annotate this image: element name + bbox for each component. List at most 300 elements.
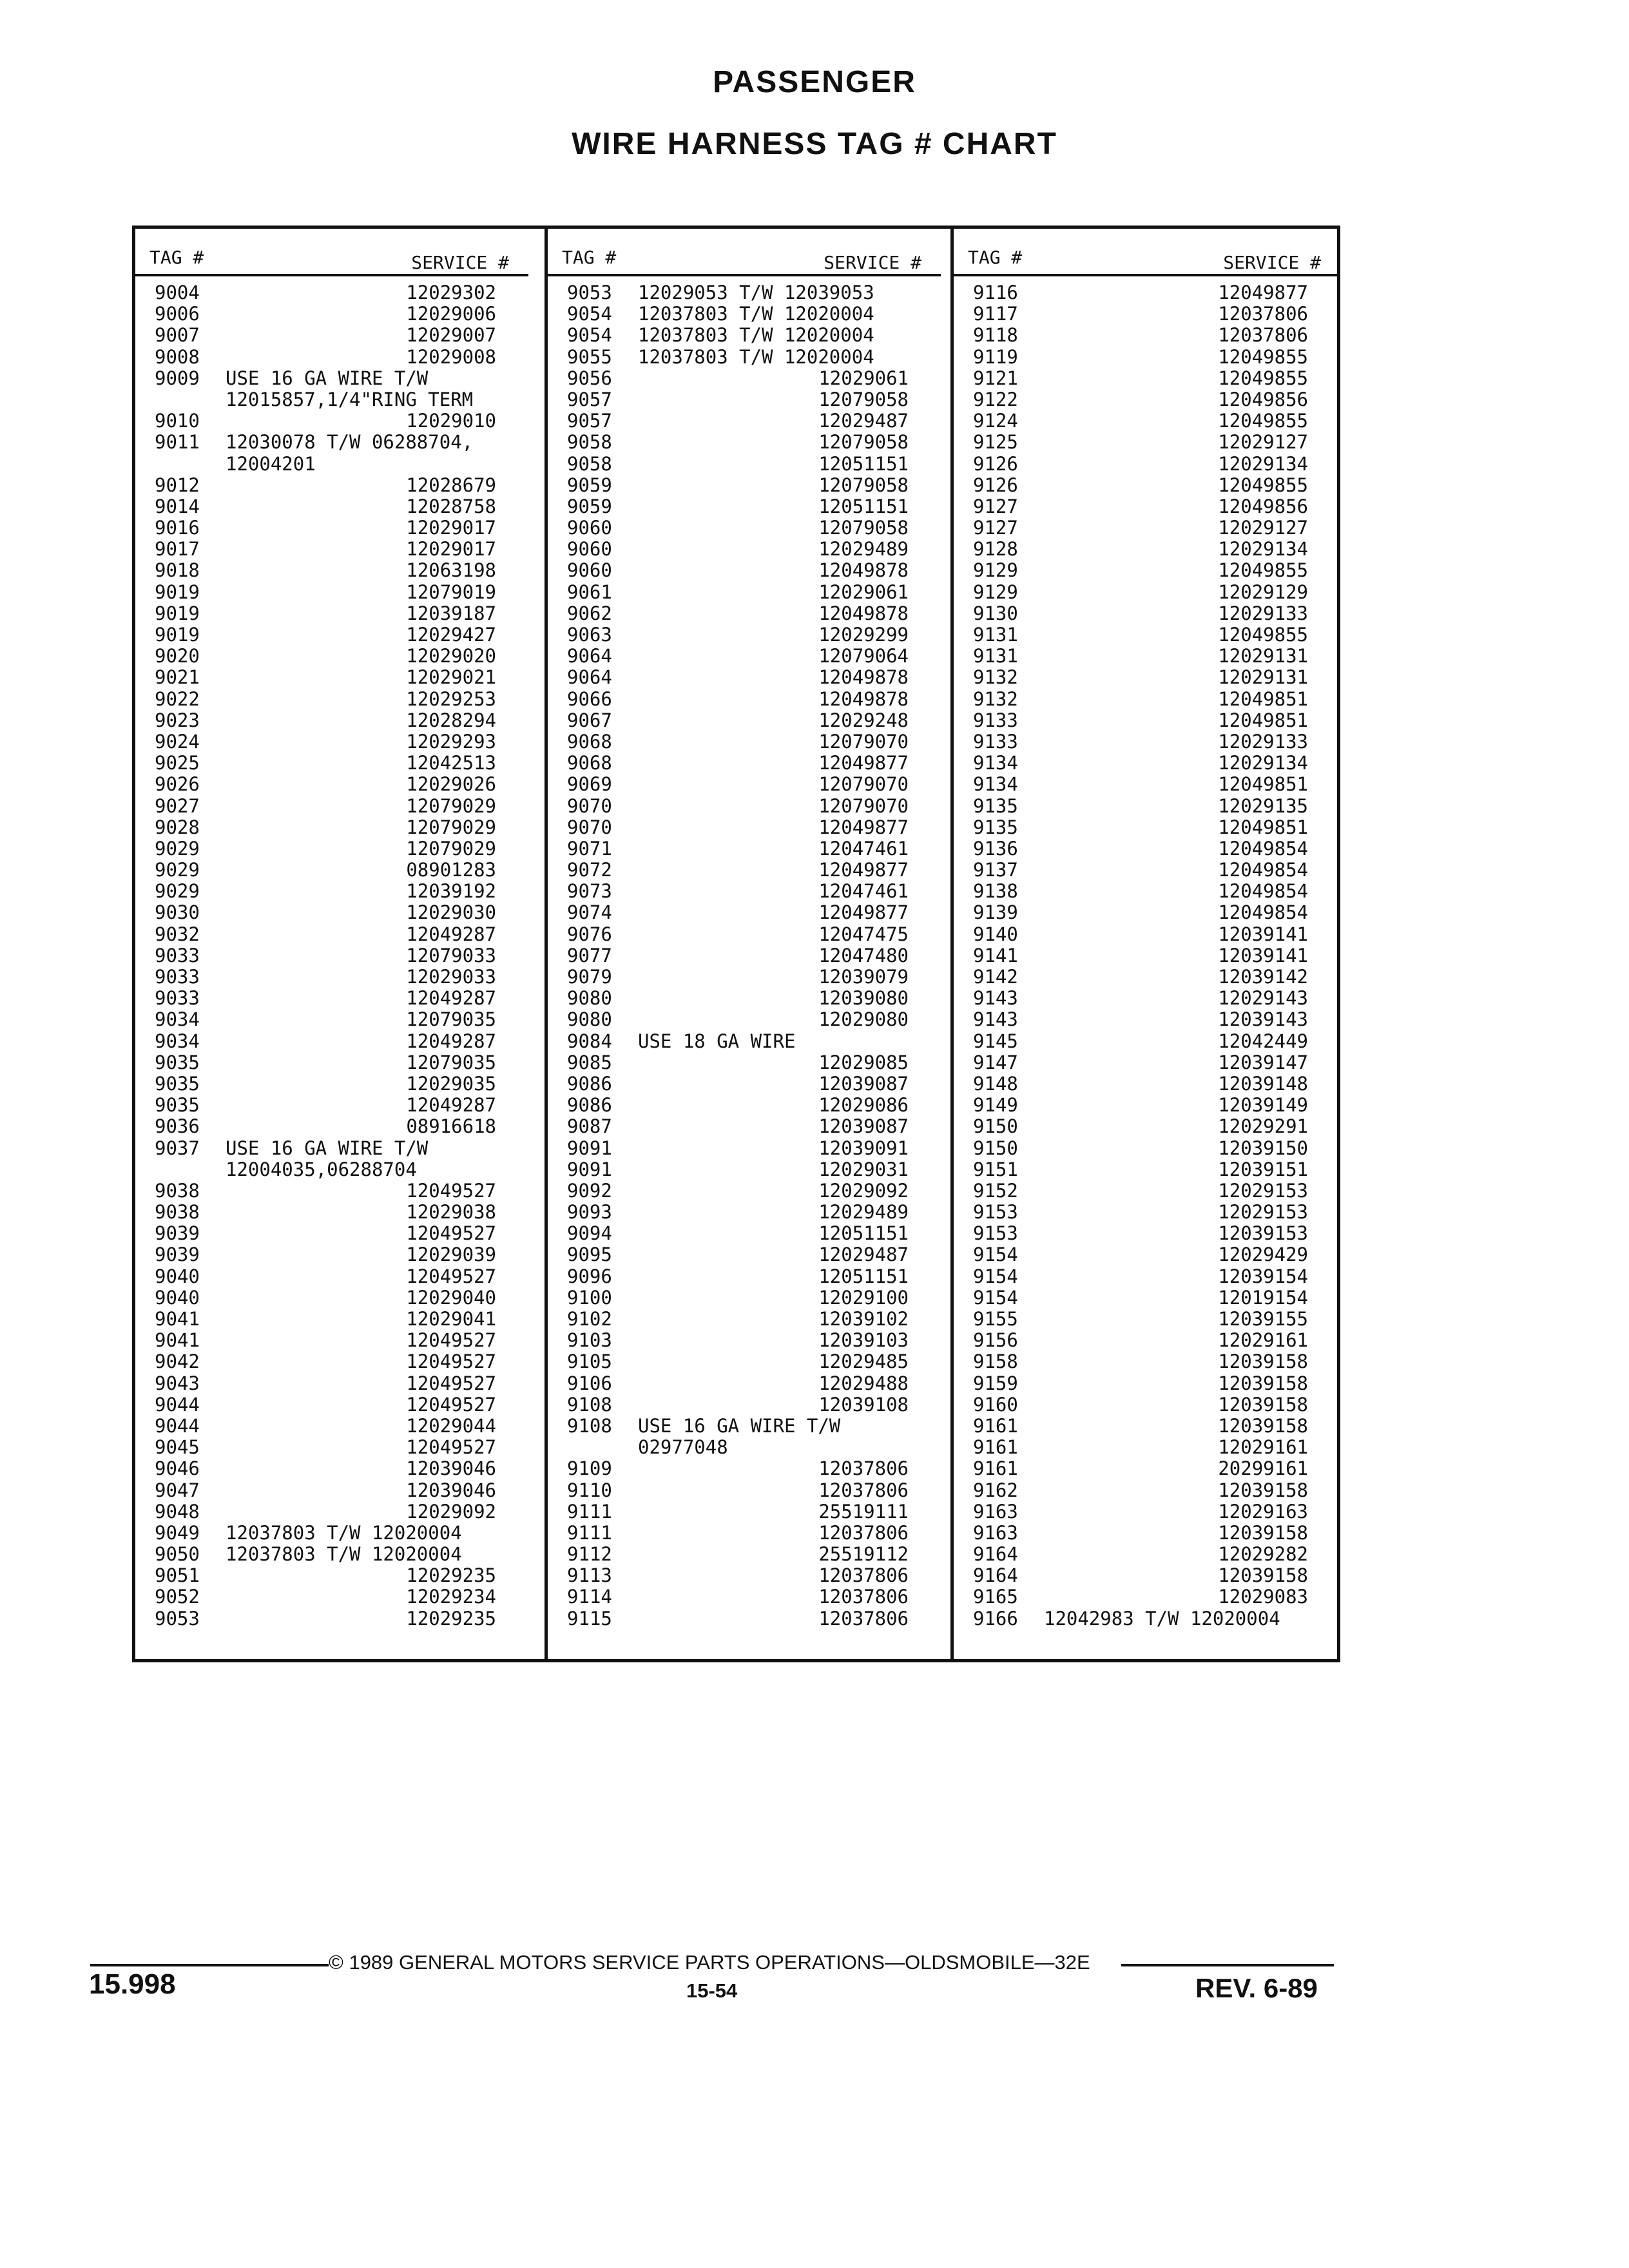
service-cell: 12051151 [818,1222,909,1245]
table-row [548,988,941,1009]
service-cell: 12049287 [406,1030,496,1052]
service-cell: 12039153 [1218,1222,1308,1245]
table-row [954,1116,1340,1137]
service-cell: 12029080 [818,1008,909,1031]
table-row [548,1309,941,1330]
table-row [135,325,528,346]
tag-cell: 9038 [155,1201,200,1224]
table-row [954,517,1340,539]
tag-cell: 9010 [155,410,200,432]
table-row [135,1501,528,1523]
table-row [548,1095,941,1116]
page-subtitle: WIRE HARNESS TAG # CHART [572,127,1057,161]
service-cell: 12039158 [1218,1350,1308,1373]
tag-cell: 9045 [155,1436,200,1459]
tag-header: TAG # [149,247,204,268]
service-cell: 12039150 [1218,1137,1308,1159]
service-cell: 12029161 [1218,1436,1308,1459]
service-cell: 12029127 [1218,517,1308,539]
table-row [954,303,1340,325]
tag-cell: 9022 [155,687,200,710]
tag-cell: 9106 [567,1372,612,1394]
tag-cell: 9011 [155,431,200,454]
tag-cell: 9016 [155,517,200,539]
service-cell: 12049855 [1218,367,1308,389]
table-row [135,988,528,1009]
tag-cell: 9080 [567,987,612,1010]
tag-cell: 9140 [973,923,1018,945]
tag-cell: 9008 [155,345,200,368]
service-cell: 12049851 [1218,709,1308,731]
table-row [548,347,941,368]
table-row [954,1266,1340,1287]
table-row [954,1009,1340,1030]
note-cell: USE 16 GA WIRE T/W [226,1137,429,1159]
note-cell: 12030078 T/W 06288704, [226,431,474,454]
table-row [954,1544,1340,1565]
tag-cell: 9142 [973,966,1018,988]
table-row [548,1266,941,1287]
service-cell: 12029253 [406,687,496,710]
tag-cell: 9085 [567,1051,612,1073]
table-row [954,1244,1340,1265]
service-cell: 12039155 [1218,1308,1308,1330]
service-cell: 12029487 [818,1244,909,1266]
note-cell: 12037803 T/W 12020004 [638,324,874,347]
table-row [548,1608,941,1629]
table-column-3 [950,226,1340,1659]
tag-cell: 9077 [567,944,612,966]
table-row [548,624,941,646]
service-cell: 12051151 [818,1265,909,1287]
tag-cell: 9093 [567,1201,612,1224]
service-cell: 12049877 [1218,282,1308,303]
tag-cell: 9040 [155,1265,200,1287]
service-cell: 12049287 [406,923,496,945]
tag-cell: 9153 [973,1222,1018,1245]
service-cell: 12049527 [406,1265,496,1287]
tag-cell: 9068 [567,730,612,753]
table-row [954,1586,1340,1608]
tag-cell: 9035 [155,1051,200,1073]
service-cell: 12049854 [1218,837,1308,860]
table-row [548,1373,941,1394]
service-cell: 12049527 [406,1329,496,1352]
note-cell: 12004201 [226,452,316,475]
service-cell: 12029021 [406,666,496,689]
tag-cell: 9046 [155,1457,200,1480]
service-cell: 12079035 [406,1008,496,1031]
table-row [954,1180,1340,1202]
service-cell: 12029427 [406,624,496,646]
table-row [954,924,1340,945]
service-cell: 12049851 [1218,687,1308,710]
table-row [954,389,1340,410]
service-cell: 12079029 [406,837,496,860]
tag-cell: 9143 [973,1008,1018,1031]
column-header [954,235,1340,276]
tag-header: TAG # [562,247,617,268]
service-cell: 12028758 [406,495,496,517]
table-row [135,1565,528,1586]
service-cell: 12039158 [1218,1414,1308,1437]
table-row [954,817,1340,838]
service-header: SERVICE # [824,252,921,273]
service-cell: 12079070 [818,773,909,796]
service-cell: 12079033 [406,944,496,966]
tag-cell: 9014 [155,495,200,517]
table-row [135,1009,528,1030]
table-row [135,454,528,475]
table-row [135,667,528,688]
tag-cell: 9128 [973,538,1018,561]
service-cell: 12029033 [406,966,496,988]
table-row [954,624,1340,646]
table-row [548,945,941,966]
table-row [548,1223,941,1244]
service-cell: 12049856 [1218,388,1308,410]
service-cell: 12029040 [406,1286,496,1309]
service-cell: 12051151 [818,452,909,475]
table-row [954,1330,1340,1351]
service-cell: 12029133 [1218,602,1308,624]
table-row [548,1416,941,1437]
table-row [548,517,941,539]
tag-cell: 9033 [155,944,200,966]
footer-page-number: 15-54 [686,1979,738,2002]
service-cell: 12029092 [406,1500,496,1523]
note-cell: 12015857,1/4"RING TERM [226,388,474,410]
table-row [954,838,1340,860]
service-cell: 20299161 [1218,1457,1308,1480]
table-row [135,881,528,902]
service-cell: 12029030 [406,901,496,924]
table-row [548,410,941,432]
service-cell: 12029487 [818,410,909,432]
table-row [954,1565,1340,1586]
service-cell: 12039142 [1218,966,1308,988]
table-row [548,282,941,303]
table-row [954,753,1340,774]
tag-cell: 9118 [973,324,1018,347]
table-row [135,1095,528,1116]
tag-cell: 9060 [567,517,612,539]
tag-cell: 9035 [155,1094,200,1117]
service-cell: 25519112 [818,1543,909,1566]
service-cell: 12049527 [406,1436,496,1459]
table-row [135,1223,528,1244]
tag-cell: 9034 [155,1008,200,1031]
tag-cell: 9143 [973,987,1018,1010]
tag-cell: 9105 [567,1350,612,1373]
service-cell: 12037806 [818,1479,909,1501]
service-cell: 12029129 [1218,581,1308,603]
tag-cell: 9007 [155,324,200,347]
service-cell: 12049527 [406,1222,496,1245]
tag-cell: 9113 [567,1564,612,1587]
tag-cell: 9048 [155,1500,200,1523]
service-cell: 12039147 [1218,1051,1308,1073]
service-cell: 12079058 [818,388,909,410]
service-cell: 12049855 [1218,410,1308,432]
service-cell: 12029235 [406,1607,496,1629]
note-cell: 12037803 T/W 12020004 [638,303,874,325]
table-row [548,454,941,475]
tag-cell: 9126 [973,452,1018,475]
table-row [954,1159,1340,1180]
table-row [954,731,1340,753]
table-row [135,1437,528,1458]
table-row [135,1159,528,1180]
tag-cell: 9145 [973,1030,1018,1052]
service-cell: 12063198 [406,559,496,582]
tag-cell: 9006 [155,303,200,325]
service-cell: 12029092 [818,1179,909,1202]
service-cell: 12049854 [1218,859,1308,881]
service-cell: 12079058 [818,474,909,496]
tag-cell: 9091 [567,1158,612,1180]
service-cell: 12049877 [818,859,909,881]
table-row [954,796,1340,817]
table-row [548,1544,941,1565]
service-cell: 12079070 [818,730,909,753]
table-row [548,966,941,988]
service-cell: 12049855 [1218,559,1308,582]
service-cell: 12039102 [818,1308,909,1330]
table-row [135,282,528,303]
table-row [548,325,941,346]
table-row [954,1073,1340,1095]
service-cell: 12039091 [818,1137,909,1159]
tag-cell: 9027 [155,794,200,817]
table-row [954,860,1340,881]
tag-cell: 9100 [567,1286,612,1309]
tag-cell: 9057 [567,388,612,410]
service-cell: 12029131 [1218,645,1308,668]
table-row [548,1394,941,1416]
table-row [135,945,528,966]
tag-cell: 9064 [567,645,612,668]
table-row [548,838,941,860]
table-row [548,1480,941,1501]
service-cell: 12029035 [406,1072,496,1095]
tag-cell: 9021 [155,666,200,689]
service-cell: 12079019 [406,581,496,603]
table-row [954,988,1340,1009]
table-row [954,496,1340,517]
tag-cell: 9051 [155,1564,200,1587]
table-row [954,774,1340,795]
service-cell: 12039158 [1218,1479,1308,1501]
service-cell: 12029017 [406,517,496,539]
table-row [135,1052,528,1073]
table-row [548,1159,941,1180]
note-cell: 12037803 T/W 12020004 [226,1543,462,1566]
table-row [954,368,1340,389]
table-row [954,560,1340,581]
service-cell: 25519111 [818,1500,909,1523]
service-cell: 12049854 [1218,901,1308,924]
tag-cell: 9055 [567,345,612,368]
service-cell: 12049878 [818,687,909,710]
table-row [548,774,941,795]
table-row [548,1202,941,1223]
table-row [548,1330,941,1351]
table-row [954,667,1340,688]
table-row [954,432,1340,453]
tag-cell: 9163 [973,1521,1018,1544]
tag-cell: 9151 [973,1158,1018,1180]
table-row [135,1458,528,1479]
service-cell: 12079070 [818,794,909,817]
service-cell: 12049856 [1218,495,1308,517]
tag-cell: 9154 [973,1244,1018,1266]
tag-cell: 9141 [973,944,1018,966]
service-cell: 12049527 [406,1350,496,1373]
tag-cell: 9052 [155,1586,200,1608]
service-cell: 12029038 [406,1201,496,1224]
table-row [954,539,1340,560]
tag-cell: 9028 [155,816,200,838]
tag-cell: 9054 [567,324,612,347]
service-cell: 12037806 [818,1586,909,1608]
table-row [954,1608,1340,1629]
column-rows [548,282,941,1629]
table-row [954,1523,1340,1544]
table-row [135,624,528,646]
table-row [135,689,528,710]
tag-cell: 9066 [567,687,612,710]
tag-cell: 9092 [567,1179,612,1202]
table-row [135,817,528,838]
footer-revision: REV. 6-89 [1195,1973,1318,2003]
tag-cell: 9044 [155,1414,200,1437]
tag-cell: 9076 [567,923,612,945]
service-cell: 12049878 [818,559,909,582]
table-row [135,753,528,774]
service-cell: 12039148 [1218,1072,1308,1095]
service-cell: 12049854 [1218,880,1308,903]
tag-cell: 9033 [155,987,200,1010]
service-cell: 12079035 [406,1051,496,1073]
table-row [548,860,941,881]
tag-cell: 9158 [973,1350,1018,1373]
table-row [135,1351,528,1372]
tag-cell: 9023 [155,709,200,731]
tag-cell: 9109 [567,1457,612,1480]
service-cell: 12042513 [406,752,496,774]
service-cell: 12029293 [406,730,496,753]
tag-cell: 9036 [155,1115,200,1138]
table-row [954,1373,1340,1394]
tag-cell: 9033 [155,966,200,988]
table-row [954,1202,1340,1223]
service-cell: 12047461 [818,880,909,903]
service-cell: 12019154 [1218,1286,1308,1309]
tag-cell: 9116 [973,282,1018,303]
tag-cell: 9110 [567,1479,612,1501]
tag-cell: 9127 [973,517,1018,539]
tag-cell: 9044 [155,1393,200,1416]
table-row [954,282,1340,303]
table-row [954,689,1340,710]
table-row [135,1394,528,1416]
service-cell: 12029134 [1218,538,1308,561]
service-cell: 12029153 [1218,1179,1308,1202]
table-row [548,303,941,325]
service-cell: 12049878 [818,602,909,624]
service-cell: 12051151 [818,495,909,517]
tag-cell: 9161 [973,1414,1018,1437]
service-cell: 12029061 [818,581,909,603]
table-row [135,582,528,603]
service-cell: 12029161 [1218,1329,1308,1352]
service-cell: 12039108 [818,1393,909,1416]
service-cell: 12049877 [818,816,909,838]
service-cell: 12029135 [1218,794,1308,817]
table-row [548,924,941,945]
service-cell: 12039149 [1218,1094,1308,1117]
tag-cell: 9030 [155,901,200,924]
service-cell: 12029234 [406,1586,496,1608]
table-column-2 [545,226,941,1659]
tag-cell: 9134 [973,752,1018,774]
tag-cell: 9064 [567,666,612,689]
table-row [954,646,1340,667]
service-cell: 12037806 [1218,303,1308,325]
tag-cell: 9070 [567,816,612,838]
tag-cell: 9012 [155,474,200,496]
service-cell: 12039141 [1218,923,1308,945]
table-row [548,1501,941,1523]
table-row [548,389,941,410]
table-row [135,731,528,753]
service-cell: 12029061 [818,367,909,389]
service-cell: 12029031 [818,1158,909,1180]
tag-cell: 9026 [155,773,200,796]
service-cell: 12029026 [406,773,496,796]
service-cell: 12037806 [1218,324,1308,347]
service-cell: 12047475 [818,923,909,945]
table-row [135,347,528,368]
tag-cell: 9111 [567,1521,612,1544]
tag-cell: 9087 [567,1115,612,1138]
table-row [135,1330,528,1351]
tag-cell: 9042 [155,1350,200,1373]
service-cell: 12029134 [1218,452,1308,475]
service-cell: 12029020 [406,645,496,668]
service-cell: 12029153 [1218,1201,1308,1224]
service-cell: 12037806 [818,1521,909,1544]
table-row [135,1244,528,1265]
tag-cell: 9138 [973,880,1018,903]
tag-cell: 9095 [567,1244,612,1266]
table-row [954,881,1340,902]
service-cell: 12029006 [406,303,496,325]
table-row [135,1266,528,1287]
table-row [135,710,528,731]
tag-cell: 9154 [973,1265,1018,1287]
tag-cell: 9019 [155,624,200,646]
table-row [135,303,528,325]
note-cell: USE 16 GA WIRE T/W [226,367,429,389]
service-cell: 12079029 [406,794,496,817]
service-cell: 12039187 [406,602,496,624]
tag-cell: 9137 [973,859,1018,881]
table-row [954,454,1340,475]
tag-cell: 9062 [567,602,612,624]
tag-cell: 9153 [973,1201,1018,1224]
